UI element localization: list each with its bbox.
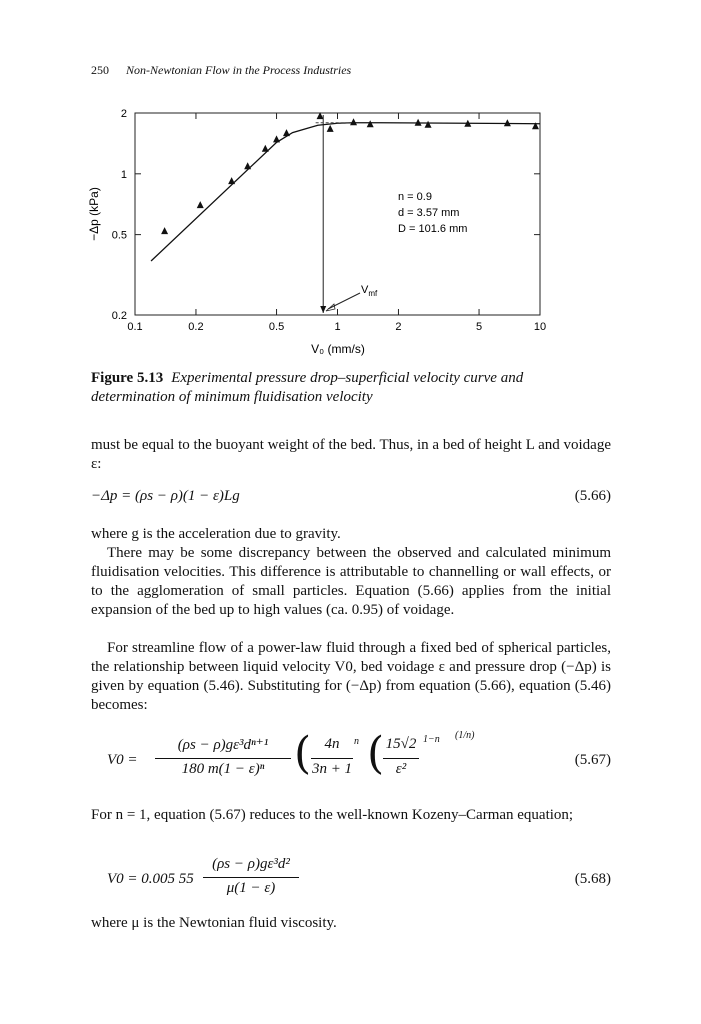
data-markers [161,112,539,234]
exponent-n: n [354,736,359,747]
x-tick-label: 0.2 [188,321,204,333]
equation-5-67-den2: 3n + 1 [311,761,353,777]
vmf-pointer [328,293,360,309]
data-point [262,145,269,152]
equation-5-67-den3: ε² [395,761,407,777]
x-tick-label: 0.1 [127,321,143,333]
data-point [244,162,251,169]
x-axis [127,113,546,333]
figure-label: Figure 5.13 [91,370,164,386]
paragraph-1: must be equal to the buoyant weight of the bed. Thus, in a bed of height L and voidage ε: [91,437,611,472]
equation-5-67-num1: (ρs − ρ)gε³dⁿ⁺¹ [177,737,269,753]
equation-5-67 [91,720,611,790]
x-tick-label: 5 [475,321,483,333]
data-point [197,201,204,208]
annotation-D: D = 101.6 mm [398,223,468,235]
equation-5-67-lhs: V0 = [107,752,138,768]
data-point [161,227,168,234]
y-axis-label: −Δp (kPa) [87,187,101,241]
figure-caption-text: Experimental pressure drop–superficial velocity curve and determination of minimum fluidisation velocity [91,370,524,405]
equation-5-68 [91,850,611,906]
equation-5-66-number: (5.66) [574,488,611,504]
figure-caption [91,369,611,407]
y-tick-label: 0.5 [111,229,127,242]
fit-curve [151,123,540,261]
equation-5-67-num2: 4n [324,736,340,752]
y-axis [112,108,540,322]
vmf-label: $V_{mf}$ [361,284,378,298]
equation-5-68-number: (5.68) [574,871,611,887]
x-axis-label: V₀ (mm/s) [311,342,365,356]
paragraph-5: For n = 1, equation (5.67) reduces to the well-known Kozeny–Carman equation; [91,807,574,823]
equation-5-68-num: (ρs − ρ)gε³d² [212,856,290,872]
paragraph-6: where μ is the Newtonian fluid viscosity. [91,915,337,931]
left-paren-1: ( [294,728,312,779]
data-point [425,121,432,128]
fraction-bar-4 [203,877,299,878]
running-header [91,63,351,78]
exponent-1-minus-n: 1−n [423,734,440,745]
paragraph-2: where g is the acceleration due to gravity. [91,526,341,542]
x-tick-label: 0.5 [268,321,285,333]
data-point [273,135,280,142]
data-point [283,129,290,136]
data-point [415,119,422,126]
data-point [228,177,235,184]
vmf-marker [316,115,350,313]
y-tick-label: 1 [120,168,127,181]
vmf-pointer-head [326,304,335,311]
pressure-drop-chart [80,100,560,362]
equation-5-68-den: μ(1 − ε) [226,880,276,896]
fit-line [151,123,540,261]
data-point [367,120,374,127]
data-point [504,119,511,126]
fraction-bar-2 [311,758,353,759]
annotation-n: n = 0.9 [398,191,432,203]
left-paren-2: ( [367,728,385,779]
y-tick-label: 2 [120,108,127,120]
exponent-outer: (1/n) [455,730,475,741]
page-number: 250 [91,63,109,77]
paragraph-4: For streamline flow of a power-law fluid through a fixed bed of spherical particles, the relationship between liquid velocity V0, bed voidage ε and pressure drop (−Δp) is given by equation (5.46). Substituting for (−Δp) from equation (5.66), equation (5.46) becomes: [91,640,611,713]
data-point [350,118,357,125]
data-point [327,125,334,132]
x-tick-label: 2 [395,321,402,333]
x-tick-label: 1 [334,321,341,333]
fraction-bar-1 [155,758,291,759]
equation-5-66 [91,488,611,508]
book-title: Non-Newtonian Flow in the Process Industries [126,63,352,77]
x-tick-label: 10 [533,321,547,333]
annotation-d: d = 3.57 mm [398,207,460,219]
y-tick-label: 0.2 [111,310,127,322]
equation-5-67-num3: 15√2 [385,736,417,752]
equation-5-67-den1: 180 m(1 − ε)ⁿ [181,761,265,777]
paragraph-3: There may be some discrepancy between the observed and calculated minimum fluidisation velocities. This difference is attributable to channelling or wall effects, or to the agglomeration of small particles. Equation (5.66) applies from the initial expansion of the bed up to high values (ca. 0.95) of voidage. [91,545,611,618]
plot-frame [135,113,540,315]
equation-5-66-body: −Δp = (ρs − ρ)(1 − ε)Lg [91,488,240,504]
fraction-bar-3 [383,758,419,759]
equation-5-68-lhs: V0 = 0.005 55 [107,871,194,887]
equation-5-67-number: (5.67) [574,752,611,768]
vmf-arrow-down [320,306,326,313]
